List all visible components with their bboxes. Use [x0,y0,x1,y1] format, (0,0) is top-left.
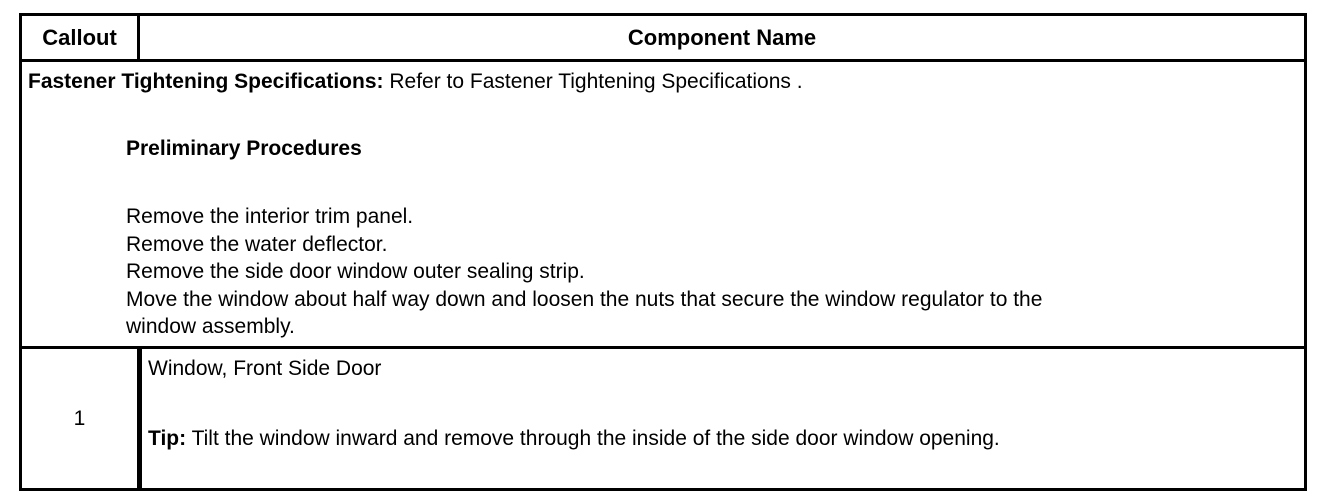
preliminary-procedures-title: Preliminary Procedures [126,137,362,160]
tip-label: Tip: [148,427,187,450]
tip-line [148,427,1000,451]
table-header [22,16,1304,62]
fastener-spec-line [28,70,803,94]
callout-number: 1 [22,349,142,488]
preliminary-step: Remove the interior trim panel. [126,205,414,228]
component-cell [148,349,1304,488]
preliminary-step: Remove the side door window outer sealing strip. [126,260,585,283]
fastener-spec-text: Refer to Fastener Tightening Specifications . [383,70,803,93]
component-name-column-header: Component Name [627,25,817,50]
component-name: Window, Front Side Door [148,357,382,380]
preliminary-step: Remove the water deflector. [126,232,388,256]
table-row [22,349,1304,488]
specifications-section [22,62,1304,349]
preliminary-step: Move the window about half way down and loosen the nuts that secure the window regulator to the [126,287,1043,311]
callout-column-header: Callout [22,16,140,59]
fastener-spec-label: Fastener Tightening Specifications: [28,70,384,93]
preliminary-steps [126,203,1042,341]
procedure-table [19,13,1307,491]
preliminary-step: window assembly. [126,315,295,338]
tip-text: Tilt the window inward and remove through the inside of the side door window opening. [186,427,1000,450]
